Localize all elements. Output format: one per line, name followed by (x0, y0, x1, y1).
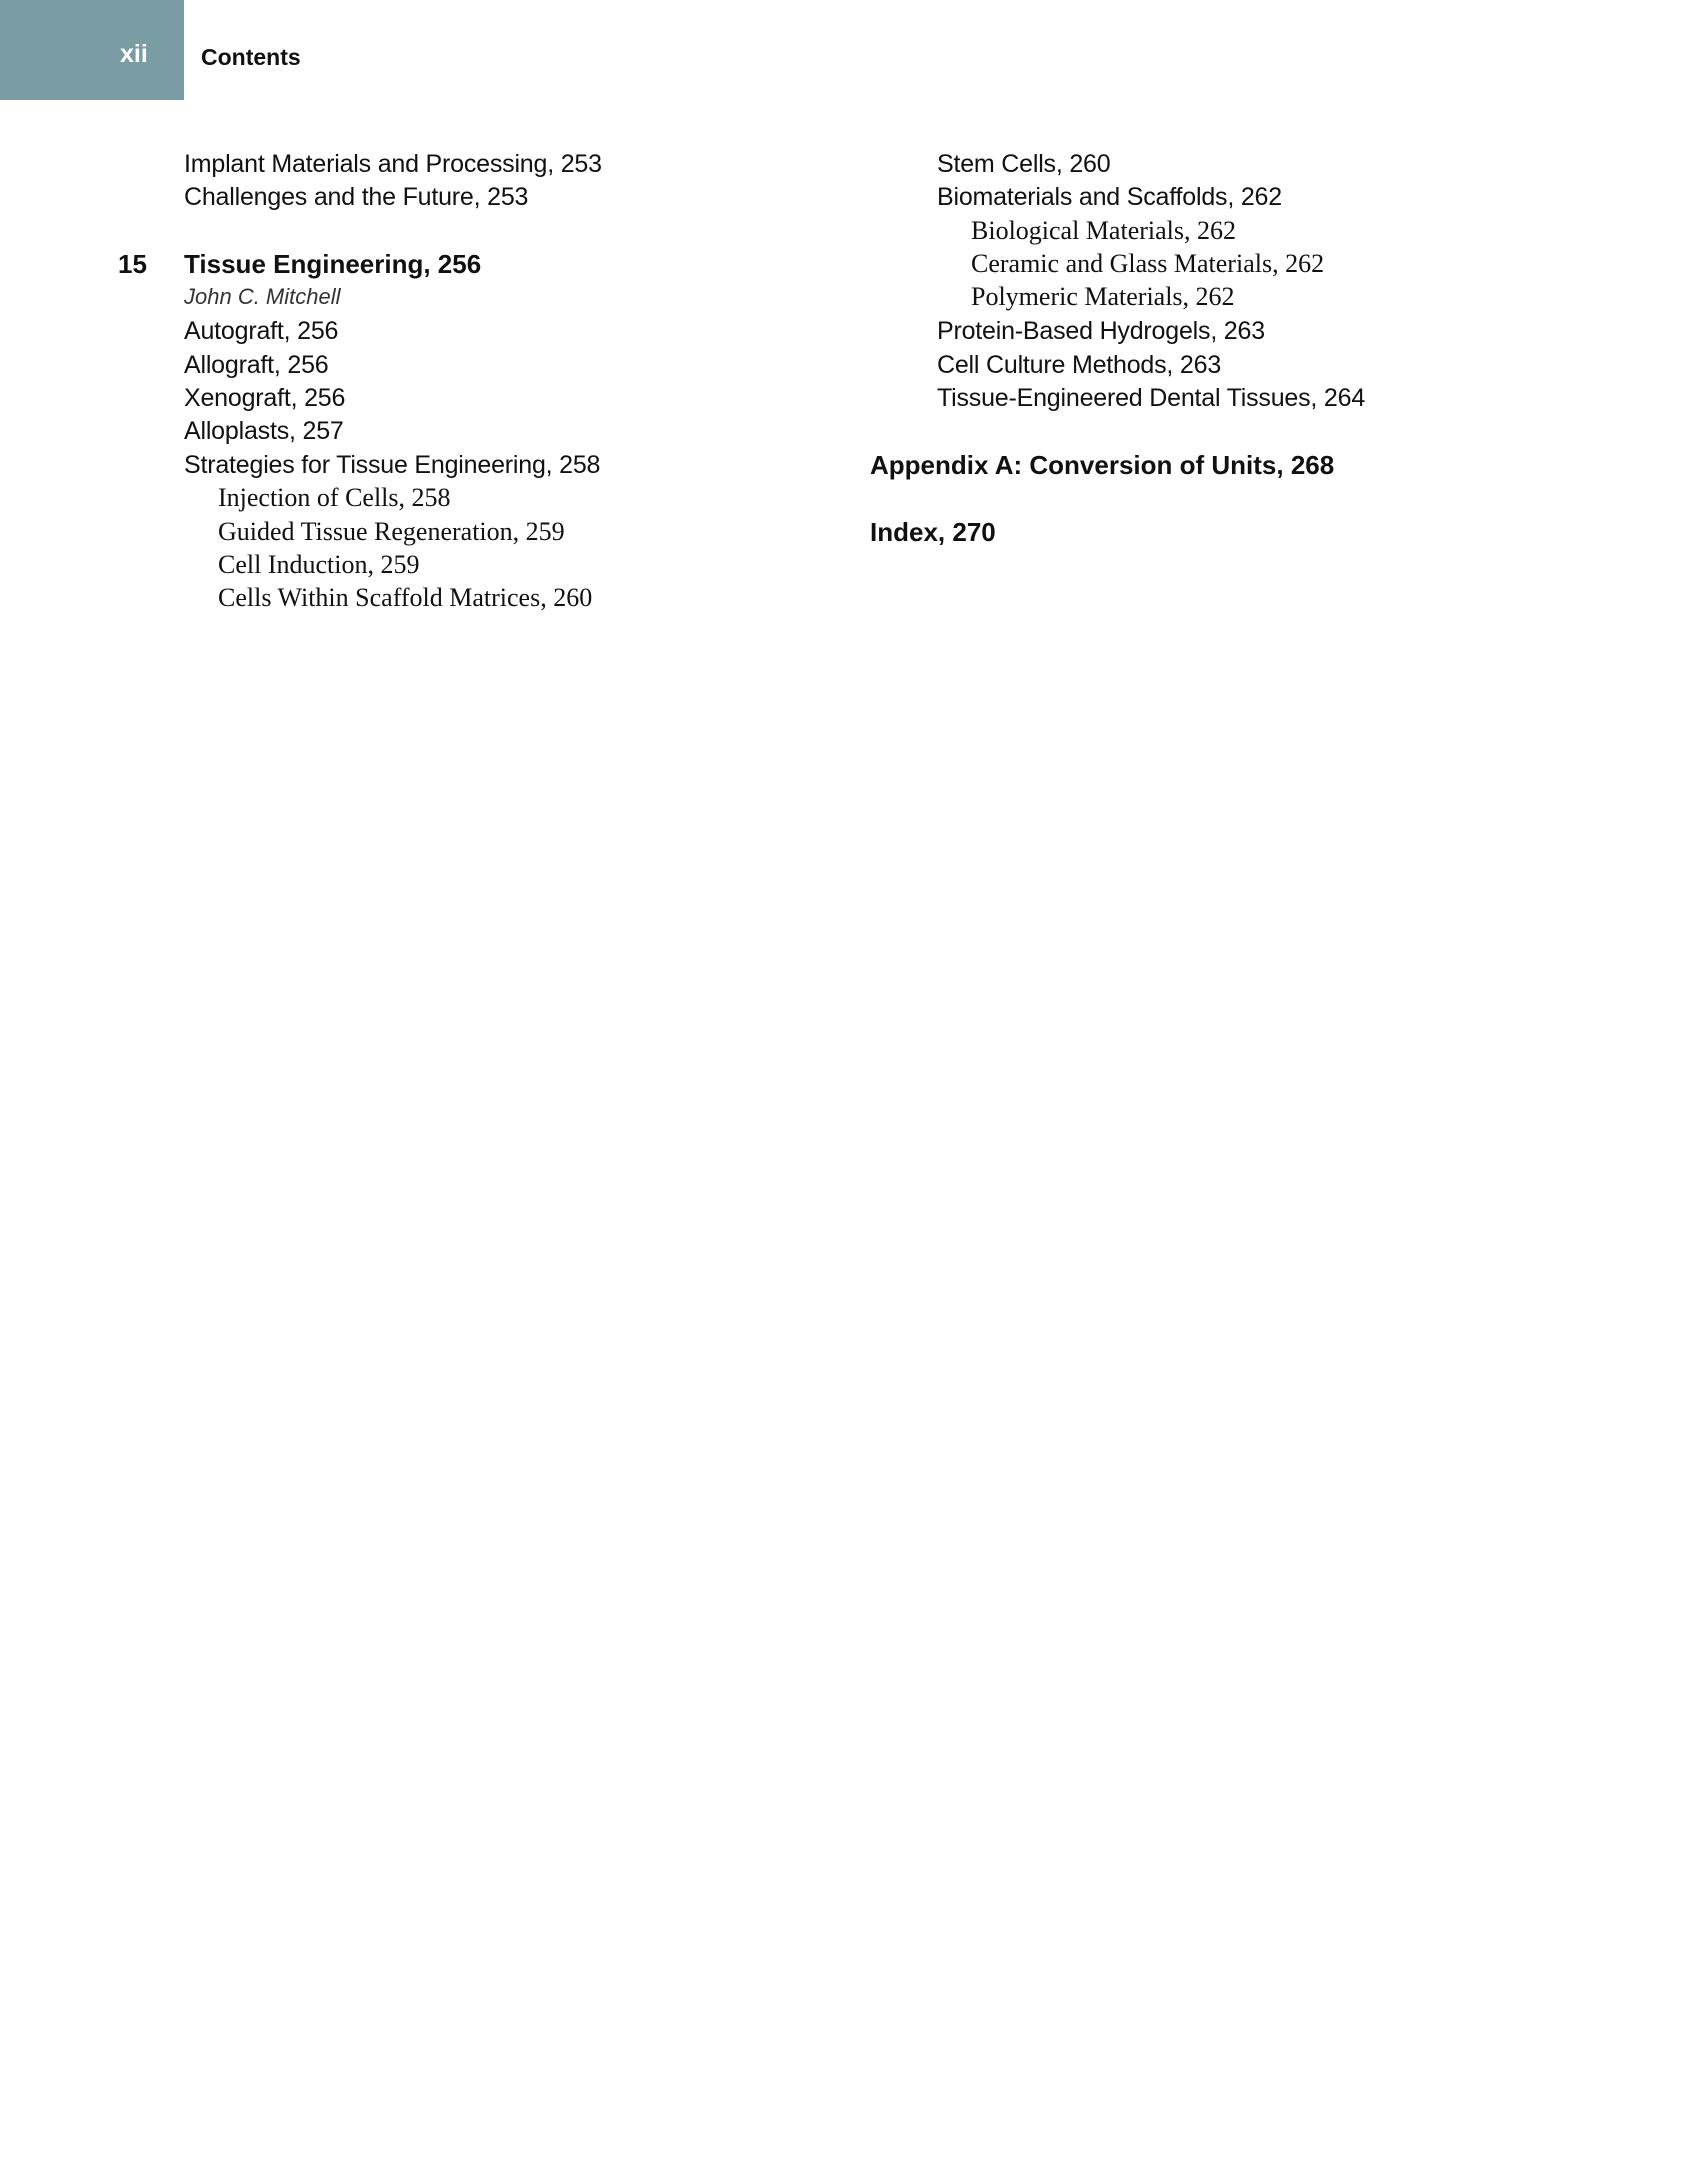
index-entry[interactable]: Index, 270 (870, 517, 996, 547)
toc-entry[interactable]: Xenograft, 256 (184, 384, 346, 412)
toc-entry[interactable]: Challenges and the Future, 253 (184, 183, 529, 211)
toc-entry[interactable]: Biomaterials and Scaffolds, 262 (937, 183, 1282, 211)
running-title: Contents (201, 44, 301, 70)
toc-entry[interactable]: Tissue-Engineered Dental Tissues, 264 (937, 384, 1366, 412)
toc-subentry[interactable]: Injection of Cells, 258 (218, 483, 451, 512)
toc-subentry[interactable]: Cells Within Scaffold Matrices, 260 (218, 583, 593, 612)
chapter-title[interactable]: Tissue Engineering, 256 (184, 249, 482, 279)
toc-subentry[interactable]: Cell Induction, 259 (218, 550, 420, 579)
page-number: xii (120, 40, 148, 68)
toc-entry[interactable]: Strategies for Tissue Engineering, 258 (184, 451, 601, 479)
toc-entry[interactable]: Implant Materials and Processing, 253 (184, 150, 602, 178)
toc-subentry[interactable]: Biological Materials, 262 (971, 216, 1237, 245)
chapter-number: 15 (118, 249, 147, 279)
toc-entry[interactable]: Alloplasts, 257 (184, 417, 344, 445)
toc-entry[interactable]: Allograft, 256 (184, 351, 329, 379)
toc-subentry[interactable]: Guided Tissue Regeneration, 259 (218, 517, 565, 546)
toc-entry[interactable]: Cell Culture Methods, 263 (937, 351, 1222, 379)
toc-entry[interactable]: Protein-Based Hydrogels, 263 (937, 317, 1265, 345)
page-number-tab (0, 0, 184, 100)
toc-subentry[interactable]: Polymeric Materials, 262 (971, 282, 1235, 311)
toc-entry[interactable]: Stem Cells, 260 (937, 150, 1111, 178)
toc-subentry[interactable]: Ceramic and Glass Materials, 262 (971, 249, 1325, 278)
chapter-author: John C. Mitchell (184, 284, 341, 309)
toc-entry[interactable]: Autograft, 256 (184, 317, 339, 345)
appendix-entry[interactable]: Appendix A: Conversion of Units, 268 (870, 450, 1335, 480)
